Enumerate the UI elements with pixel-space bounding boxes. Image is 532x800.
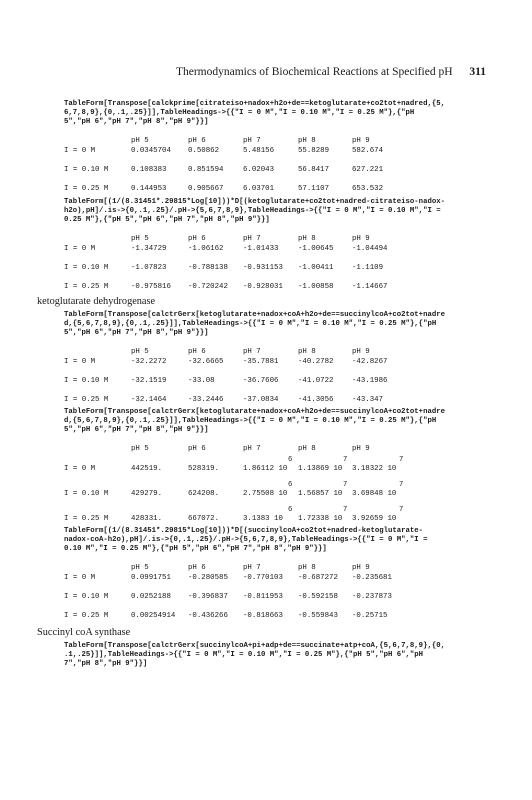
table-cell: 442519. — [131, 465, 163, 473]
table-cell: -1.06162 — [188, 245, 224, 253]
exponent: 7 — [343, 456, 348, 464]
table-cell: -33.2446 — [188, 396, 224, 404]
table-cell: -1.34729 — [131, 245, 167, 253]
table-cell: -32.2272 — [131, 358, 167, 366]
table-cell: -1.07823 — [131, 264, 167, 272]
table-cell: 428331. — [131, 515, 163, 523]
table-cell: -0.237873 — [352, 593, 392, 601]
table-cell: 6.02043 — [243, 166, 275, 174]
row-label: I = 0 M — [64, 147, 96, 155]
column-header: pH 6 — [188, 445, 206, 453]
exponent: 7 — [399, 456, 404, 464]
table-cell: 429279. — [131, 490, 163, 498]
table-cell: -37.0834 — [243, 396, 279, 404]
table-cell: 0.00254914 — [131, 612, 176, 620]
mathematica-input: TableForm[Transpose[calckprime[citrateiso+nadox+h2o+de==ketoglutarate+co2tot+nadred,{5, 6,7,8,9},{0,.1,.25}]],TableHeadings->{{"I = 0 M","I = 0.10 M","I = 0.25 M"},{"pH 5","pH 6","pH 7","pH 8","pH 9"}}] — [64, 100, 445, 127]
column-header: pH 5 — [131, 137, 149, 145]
table-cell: -0.975816 — [131, 283, 171, 291]
table-cell: -32.6665 — [188, 358, 224, 366]
column-header: pH 8 — [298, 564, 316, 572]
table-cell: 582.674 — [352, 147, 384, 155]
table-cell: 5.48156 — [243, 147, 275, 155]
column-header: pH 9 — [352, 445, 370, 453]
exponent: 7 — [343, 481, 348, 489]
table-cell: 0.144953 — [131, 185, 167, 193]
row-label: I = 0.10 M — [64, 166, 109, 174]
mathematica-input: TableForm[Transpose[calctrGerx[ketoglutarate+nadox+coA+h2o+de==succinylcoA+co2tot+nadre d,{5,6,7,8,9},{0,.1,.25}]],TableHeadings->{{"I = 0 M","I = 0.10 M","I = 0.25 M"},{"pH 5","pH 6","pH 7","pH 8","pH 9"}}] — [64, 408, 445, 435]
mathematica-input: TableForm[(1/(8.31451*.29815*Log[10]))*D[(succinylcoA+co2tot+nadred-ketoglutarate- nadox-coA-h2o),pH]/.is->{0,.1,.25}/.pH->{5,6,7,8,9},TableHeadings->{{"I = 0 M","I = 0.10 M","I = 0.25 M"},{"pH 5","pH 6","pH 7","pH 8","pH 9"}}] — [64, 527, 428, 554]
column-header: pH 7 — [243, 235, 261, 243]
row-label: I = 0.25 M — [64, 612, 109, 620]
column-header: pH 6 — [188, 235, 206, 243]
row-label: I = 0 M — [64, 465, 96, 473]
table-cell: 55.8289 — [298, 147, 330, 155]
column-header: pH 5 — [131, 235, 149, 243]
table-cell: -43.1986 — [352, 377, 388, 385]
table-cell: 6.03701 — [243, 185, 275, 193]
table-cell: -41.0722 — [298, 377, 334, 385]
row-label: I = 0 M — [64, 245, 96, 253]
table-cell: -1.01433 — [243, 245, 279, 253]
table-cell: 2.75508 10 — [243, 490, 288, 498]
table-cell: -1.00858 — [298, 283, 334, 291]
table-cell: -0.818663 — [243, 612, 283, 620]
table-cell: 528319. — [188, 465, 220, 473]
column-header: pH 6 — [188, 137, 206, 145]
table-cell: -42.8267 — [352, 358, 388, 366]
table-cell: -0.235681 — [352, 574, 392, 582]
mathematica-input: TableForm[(1/(8.31451*.29815*Log[10]))*D[(ketoglutarate+co2tot+nadred-citrateiso-nadox- h2o),pH]/.is->{0,.1,.25}/.pH->{5,6,7,8,9},TableHeadings->{{"I = 0 M","I = 0.10 M","I = 0.25 M"},{"pH 5","pH 6","pH 7","pH 8","pH 9"}}] — [64, 198, 445, 225]
table-cell: 667072. — [188, 515, 220, 523]
exponent: 6 — [288, 481, 293, 489]
table-cell: -0.931153 — [243, 264, 283, 272]
table-cell: -1.00645 — [298, 245, 334, 253]
exponent: 6 — [288, 506, 293, 514]
row-label: I = 0.10 M — [64, 490, 109, 498]
column-header: pH 8 — [298, 235, 316, 243]
exponent: 7 — [399, 506, 404, 514]
table-cell: 3.18322 10 — [352, 465, 397, 473]
exponent: 6 — [288, 456, 293, 464]
exponent: 7 — [399, 481, 404, 489]
table-cell: -36.7606 — [243, 377, 279, 385]
table-cell: -0.811953 — [243, 593, 283, 601]
table-cell: 0.0991751 — [131, 574, 171, 582]
table-cell: -1.14667 — [352, 283, 388, 291]
table-cell: 0.108383 — [131, 166, 167, 174]
table-cell: 1.72338 10 — [298, 515, 343, 523]
table-cell: -1.1109 — [352, 264, 384, 272]
table-cell: -32.1464 — [131, 396, 167, 404]
table-cell: -0.788138 — [188, 264, 228, 272]
column-header: pH 5 — [131, 445, 149, 453]
table-cell: 56.8417 — [298, 166, 330, 174]
column-header: pH 8 — [298, 137, 316, 145]
table-cell: 3.69848 10 — [352, 490, 397, 498]
row-label: I = 0.10 M — [64, 264, 109, 272]
row-label: I = 0.10 M — [64, 593, 109, 601]
row-label: I = 0 M — [64, 574, 96, 582]
column-header: pH 6 — [188, 348, 206, 356]
table-cell: -0.928031 — [243, 283, 283, 291]
column-header: pH 5 — [131, 564, 149, 572]
table-cell: -0.280585 — [188, 574, 228, 582]
column-header: pH 5 — [131, 348, 149, 356]
table-cell: -0.720242 — [188, 283, 228, 291]
table-cell: -32.1519 — [131, 377, 167, 385]
table-cell: 0.905667 — [188, 185, 224, 193]
exponent: 7 — [343, 506, 348, 514]
table-cell: 3.1383 10 — [243, 515, 283, 523]
table-cell: 624208. — [188, 490, 220, 498]
column-header: pH 7 — [243, 137, 261, 145]
table-cell: -0.436266 — [188, 612, 228, 620]
table-cell: -1.00411 — [298, 264, 334, 272]
table-cell: -0.25715 — [352, 612, 388, 620]
running-title: Thermodynamics of Biochemical Reactions at Specified pH — [175, 66, 453, 78]
row-label: I = 0.25 M — [64, 283, 109, 291]
page-number: 311 — [469, 66, 486, 78]
table-cell: -35.7881 — [243, 358, 279, 366]
column-header: pH 9 — [352, 137, 370, 145]
mathematica-input: TableForm[Transpose[calctrGerx[ketoglutarate+nadox+coA+h2o+de==succinylcoA+co2tot+nadre d,{5,6,7,8,9},{0,.1,.25}]],TableHeadings->{{"I = 0 M","I = 0.10 M","I = 0.25 M"},{"pH 5","pH 6","pH 7","pH 8","pH 9"}}] — [64, 311, 445, 338]
section-heading: ketoglutarate dehydrogenase — [37, 296, 156, 307]
table-cell: 0.0252188 — [131, 593, 171, 601]
table-cell: -41.3056 — [298, 396, 334, 404]
column-header: pH 7 — [243, 348, 261, 356]
table-cell: 653.532 — [352, 185, 384, 193]
table-cell: 627.221 — [352, 166, 384, 174]
section-heading: Succinyl coA synthase — [37, 627, 131, 638]
table-cell: -0.559843 — [298, 612, 338, 620]
table-cell: 1.56857 10 — [298, 490, 343, 498]
row-label: I = 0.25 M — [64, 185, 109, 193]
table-cell: -43.347 — [352, 396, 384, 404]
table-cell: 1.13869 10 — [298, 465, 343, 473]
table-cell: -0.687272 — [298, 574, 338, 582]
row-label: I = 0 M — [64, 358, 96, 366]
table-cell: -0.770103 — [243, 574, 283, 582]
table-cell: -0.592158 — [298, 593, 338, 601]
column-header: pH 8 — [298, 348, 316, 356]
column-header: pH 9 — [352, 564, 370, 572]
table-cell: 0.851594 — [188, 166, 224, 174]
running-header — [176, 66, 486, 78]
column-header: pH 8 — [298, 445, 316, 453]
mathematica-input: TableForm[Transpose[calctrGerx[succinylcoA+pi+adp+de==succinate+atp+coA,{5,6,7,8,9},{0, .1,.25}]],TableHeadings->{{"I = 0 M","I = 0.10 M","I = 0.25 M"},{"pH 5","pH 6","pH 7","pH 8","pH 9"}}] — [64, 642, 445, 669]
table-cell: -1.04494 — [352, 245, 388, 253]
table-cell: 0.50862 — [188, 147, 220, 155]
column-header: pH 9 — [352, 235, 370, 243]
column-header: pH 7 — [243, 564, 261, 572]
table-cell: -40.2782 — [298, 358, 334, 366]
row-label: I = 0.25 M — [64, 396, 109, 404]
row-label: I = 0.25 M — [64, 515, 109, 523]
column-header: pH 7 — [243, 445, 261, 453]
table-cell: 57.1107 — [298, 185, 330, 193]
table-cell: -0.396837 — [188, 593, 228, 601]
table-cell: -33.08 — [188, 377, 215, 385]
table-cell: 0.0345704 — [131, 147, 171, 155]
table-cell: 1.86112 10 — [243, 465, 288, 473]
table-cell: 3.92659 10 — [352, 515, 397, 523]
column-header: pH 9 — [352, 348, 370, 356]
column-header: pH 6 — [188, 564, 206, 572]
row-label: I = 0.10 M — [64, 377, 109, 385]
